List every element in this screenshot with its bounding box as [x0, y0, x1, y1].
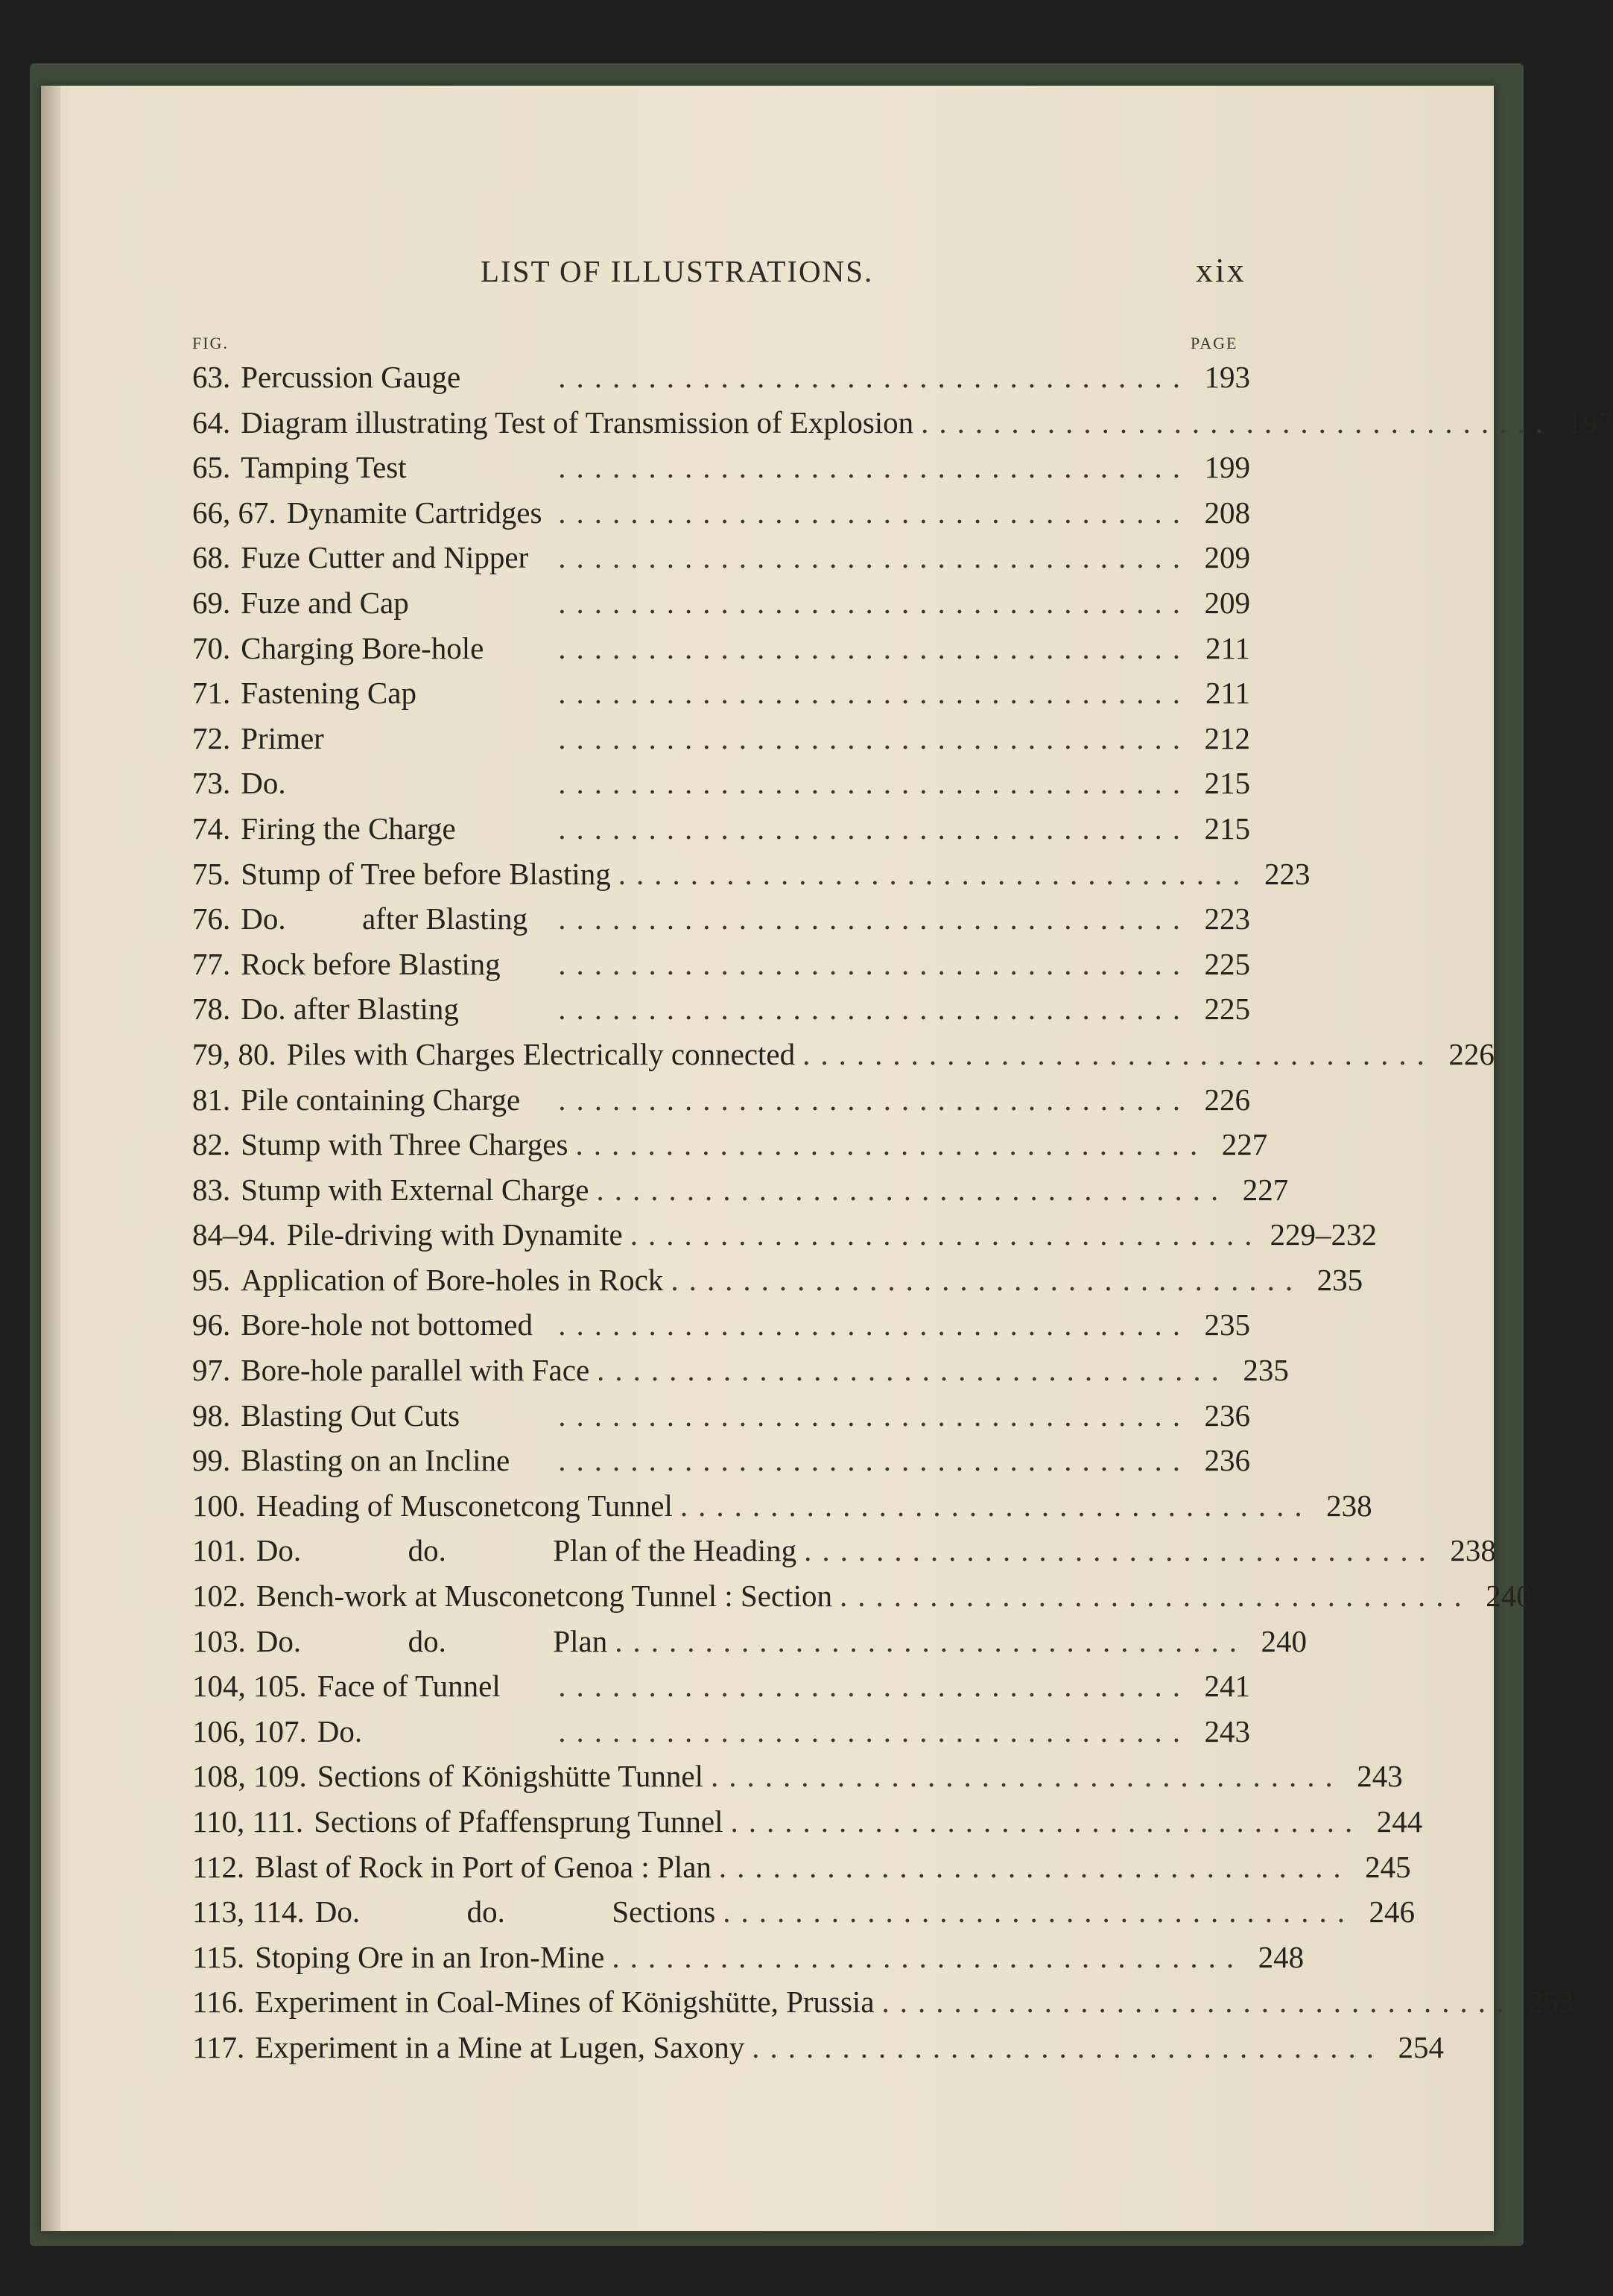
- dot-leader: ...................................: [596, 1172, 1229, 1207]
- list-item: [192, 400, 1613, 445]
- figure-title: Firing the Charge: [241, 811, 456, 846]
- figure-title: Do. after Blasting: [241, 901, 528, 936]
- dot-leader: ...................................: [558, 1398, 1191, 1433]
- figure-title: Stump with External Charge: [241, 1172, 589, 1207]
- figure-title: Sections of Pfaffensprung Tunnel: [314, 1804, 723, 1839]
- page-reference: 248: [1258, 1939, 1305, 1974]
- list-item: [192, 1799, 1423, 1845]
- page-reference: 225: [1204, 992, 1250, 1027]
- dot-leader: ...................................: [804, 1533, 1436, 1568]
- figure-number: 115.: [192, 1939, 245, 1974]
- dot-leader: ...................................: [839, 1579, 1472, 1614]
- figure-number: 117.: [192, 2029, 245, 2064]
- page-reference: 226: [1204, 1082, 1250, 1117]
- list-item: [192, 1167, 1289, 1213]
- figure-number: 100.: [192, 1488, 246, 1523]
- figure-number: 96.: [192, 1307, 231, 1342]
- dot-leader: ...................................: [618, 856, 1251, 891]
- figure-number: 97.: [192, 1353, 231, 1388]
- list-item: [192, 670, 1250, 716]
- dot-leader: ...................................: [615, 1623, 1247, 1658]
- list-item: [192, 896, 1250, 942]
- list-item: [192, 355, 1250, 400]
- page-gutter: [41, 86, 60, 2231]
- list-item: [192, 942, 1250, 987]
- figure-number: 108, 109.: [192, 1759, 307, 1794]
- dot-leader: ...................................: [558, 676, 1191, 711]
- dot-leader: ...................................: [710, 1759, 1343, 1794]
- dot-leader: ...................................: [752, 2029, 1384, 2064]
- fig-column-label: FIG.: [192, 334, 229, 352]
- list-item: [192, 1438, 1250, 1483]
- figure-number: 103.: [192, 1623, 246, 1658]
- list-item: [192, 535, 1250, 580]
- list-item: [192, 1122, 1268, 1167]
- page-reference: 215: [1204, 811, 1250, 846]
- page-reference: 236: [1204, 1398, 1250, 1433]
- page-reference: 209: [1204, 585, 1250, 620]
- list-item: [192, 716, 1250, 761]
- figure-number: 83.: [192, 1172, 231, 1207]
- dot-leader: ...................................: [802, 1036, 1435, 1071]
- dot-leader: ...................................: [558, 720, 1191, 755]
- list-item: [192, 580, 1250, 626]
- figure-title: Percussion Gauge: [241, 360, 461, 394]
- dot-leader: ...................................: [558, 585, 1191, 620]
- list-item: [192, 1979, 1574, 2025]
- illustrations-list: [192, 355, 1613, 2070]
- page-reference: 229–232: [1270, 1217, 1377, 1252]
- figure-number: 78.: [192, 992, 231, 1027]
- dot-leader: ...................................: [679, 1488, 1313, 1523]
- figure-number: 102.: [192, 1579, 246, 1614]
- figure-title: Rock before Blasting: [241, 946, 501, 981]
- dot-leader: ...................................: [558, 1669, 1191, 1704]
- list-item: [192, 1393, 1250, 1439]
- figure-number: 113, 114.: [192, 1894, 305, 1929]
- list-item: [192, 490, 1250, 536]
- figure-title: Do.: [241, 766, 286, 801]
- list-item: [192, 1077, 1250, 1123]
- page-reference: 235: [1243, 1353, 1289, 1388]
- page-column-label: PAGE: [1191, 334, 1238, 352]
- page-reference: 223: [1204, 901, 1250, 936]
- page-reference: 241: [1204, 1669, 1250, 1704]
- list-item: [192, 1619, 1307, 1664]
- figure-number: 79, 80.: [192, 1036, 276, 1071]
- figure-number: 84–94.: [192, 1217, 276, 1252]
- page-reference: 236: [1204, 1443, 1250, 1478]
- page-reference: 209: [1204, 540, 1250, 575]
- list-item: [192, 986, 1250, 1032]
- page-reference: 235: [1316, 1262, 1363, 1297]
- figure-number: 95.: [192, 1262, 231, 1297]
- list-item: [192, 1845, 1411, 1890]
- figure-title: Fuze and Cap: [241, 585, 409, 620]
- dot-leader: ...................................: [558, 766, 1191, 801]
- dot-leader: ...................................: [558, 1307, 1191, 1342]
- dot-leader: ...................................: [558, 450, 1191, 485]
- figure-title: Do. after Blasting: [241, 992, 459, 1027]
- figure-number: 63.: [192, 360, 231, 394]
- dot-leader: ...................................: [575, 1127, 1208, 1162]
- page-reference: 226: [1448, 1036, 1495, 1071]
- figure-number: 81.: [192, 1082, 231, 1117]
- figure-title: Do. do. Sections: [314, 1894, 716, 1929]
- figure-number: 65.: [192, 450, 231, 485]
- dot-leader: ...................................: [558, 540, 1191, 575]
- list-item: [192, 1573, 1532, 1619]
- page-reference: 223: [1264, 856, 1311, 891]
- figure-number: 112.: [192, 1849, 245, 1884]
- list-item: [192, 1302, 1250, 1348]
- figure-title: Primer: [241, 720, 324, 755]
- figure-title: Bench-work at Musconetcong Tunnel : Section: [256, 1579, 832, 1614]
- page-reference: 245: [1365, 1849, 1411, 1884]
- dot-leader: ...................................: [730, 1804, 1363, 1839]
- dot-leader: ...................................: [558, 992, 1191, 1027]
- list-item: [192, 1754, 1403, 1799]
- figure-number: 64.: [192, 405, 231, 440]
- page-reference: 208: [1204, 495, 1250, 530]
- figure-number: 77.: [192, 946, 231, 981]
- dot-leader: ...................................: [597, 1353, 1229, 1388]
- list-item: [192, 626, 1250, 671]
- dot-leader: ...................................: [558, 1713, 1191, 1748]
- dot-leader: ...................................: [558, 495, 1191, 530]
- figure-number: 104, 105.: [192, 1669, 307, 1704]
- page-reference: 235: [1204, 1307, 1250, 1342]
- figure-number: 70.: [192, 630, 231, 665]
- dot-leader: ...................................: [723, 1894, 1356, 1929]
- figure-number: 71.: [192, 676, 231, 711]
- figure-title: Application of Bore-holes in Rock: [241, 1262, 664, 1297]
- figure-title: Bore-hole not bottomed: [241, 1307, 533, 1342]
- dot-leader: ...................................: [558, 811, 1191, 846]
- figure-title: Face of Tunnel: [317, 1669, 501, 1704]
- figure-title: Tamping Test: [241, 450, 407, 485]
- page-reference: 215: [1204, 766, 1250, 801]
- list-item: [192, 761, 1250, 806]
- figure-number: 99.: [192, 1443, 231, 1478]
- list-item: [192, 1528, 1496, 1573]
- figure-title: Do. do. Plan: [256, 1623, 608, 1658]
- figure-title: Blasting Out Cuts: [241, 1398, 460, 1433]
- figure-number: 116.: [192, 1985, 245, 2020]
- figure-title: Fuze Cutter and Nipper: [241, 540, 529, 575]
- figure-number: 101.: [192, 1533, 246, 1568]
- figure-title: Fastening Cap: [241, 676, 416, 711]
- dot-leader: ...................................: [630, 1217, 1263, 1252]
- page-reference: 211: [1205, 676, 1250, 711]
- list-item: [192, 1212, 1377, 1258]
- page-reference: 240: [1486, 1579, 1532, 1614]
- figure-number: 72.: [192, 720, 231, 755]
- dot-leader: ...................................: [558, 1082, 1191, 1117]
- list-item: [192, 1032, 1495, 1077]
- page-reference: 244: [1376, 1804, 1423, 1839]
- page-reference: 211: [1205, 630, 1250, 665]
- page-reference: 240: [1261, 1623, 1307, 1658]
- page-reference: 238: [1450, 1533, 1496, 1568]
- figure-title: Stoping Ore in an Iron-Mine: [255, 1939, 605, 1974]
- dot-leader: ...................................: [881, 1985, 1515, 2020]
- page-reference: 243: [1204, 1713, 1250, 1748]
- figure-title: Dynamite Cartridges: [286, 495, 542, 530]
- figure-number: 110, 111.: [192, 1804, 304, 1839]
- dot-leader: ...................................: [558, 1443, 1191, 1478]
- figure-title: Blast of Rock in Port of Genoa : Plan: [255, 1849, 712, 1884]
- figure-title: Experiment in a Mine at Lugen, Saxony: [255, 2029, 745, 2064]
- figure-number: 75.: [192, 856, 231, 891]
- list-item: [192, 445, 1250, 490]
- figure-title: Diagram illustrating Test of Transmission of Explosion: [241, 405, 914, 440]
- page-number: xix: [1196, 251, 1246, 289]
- figure-title: Heading of Musconetcong Tunnel: [256, 1488, 673, 1523]
- figure-title: Pile containing Charge: [241, 1082, 521, 1117]
- figure-number: 73.: [192, 766, 231, 801]
- running-header-title: LIST OF ILLUSTRATIONS.: [481, 254, 874, 288]
- page-reference: 243: [1357, 1759, 1403, 1794]
- dot-leader: ...................................: [612, 1939, 1245, 1974]
- figure-title: Sections of Königshütte Tunnel: [317, 1759, 703, 1794]
- figure-number: 66, 67.: [192, 495, 276, 530]
- page-reference: 254: [1398, 2029, 1444, 2064]
- dot-leader: ...................................: [671, 1262, 1304, 1297]
- figure-number: 106, 107.: [192, 1713, 307, 1748]
- list-item: [192, 1709, 1250, 1754]
- figure-title: Piles with Charges Electrically connected: [286, 1036, 796, 1071]
- figure-title: Experiment in Coal-Mines of Königshütte, Prussia: [255, 1985, 875, 2020]
- figure-number: 69.: [192, 585, 231, 620]
- page-reference: 227: [1242, 1172, 1289, 1207]
- figure-title: Do.: [317, 1713, 363, 1748]
- dot-leader: ...................................: [558, 901, 1191, 936]
- page-reference: 212: [1204, 720, 1250, 755]
- figure-title: Pile-driving with Dynamite: [286, 1217, 623, 1252]
- list-item: [192, 1664, 1250, 1709]
- figure-title: Bore-hole parallel with Face: [241, 1353, 590, 1388]
- list-item: [192, 1935, 1305, 1980]
- figure-title: Stump of Tree before Blasting: [241, 856, 611, 891]
- page-reference: 199: [1204, 450, 1250, 485]
- page-reference: 253: [1527, 1985, 1574, 2020]
- figure-number: 98.: [192, 1398, 231, 1433]
- list-item: [192, 806, 1250, 852]
- figure-number: 76.: [192, 901, 231, 936]
- list-item: [192, 1889, 1416, 1935]
- figure-title: Stump with Three Charges: [241, 1127, 568, 1162]
- figure-title: Do. do. Plan of the Heading: [256, 1533, 797, 1568]
- list-item: [192, 852, 1311, 897]
- page-reference: 246: [1369, 1894, 1416, 1929]
- dot-leader: ...................................: [558, 630, 1191, 665]
- list-item: [192, 1483, 1372, 1529]
- dot-leader: ...................................: [558, 360, 1191, 394]
- page-reference: 227: [1221, 1127, 1268, 1162]
- dot-leader: ...................................: [718, 1849, 1351, 1884]
- dot-leader: ...................................: [558, 946, 1191, 981]
- list-item: [192, 1258, 1363, 1303]
- figure-title: Blasting on an Incline: [241, 1443, 510, 1478]
- list-item: [192, 2025, 1444, 2070]
- figure-number: 82.: [192, 1127, 231, 1162]
- figure-number: 74.: [192, 811, 231, 846]
- figure-number: 68.: [192, 540, 231, 575]
- page-reference: 225: [1204, 946, 1250, 981]
- page-reference: 193: [1204, 360, 1250, 394]
- page-reference: 238: [1326, 1488, 1372, 1523]
- list-item: [192, 1348, 1289, 1393]
- page-reference: 197: [1567, 405, 1613, 440]
- figure-title: Charging Bore-hole: [241, 630, 484, 665]
- dot-leader: ...................................: [921, 405, 1553, 440]
